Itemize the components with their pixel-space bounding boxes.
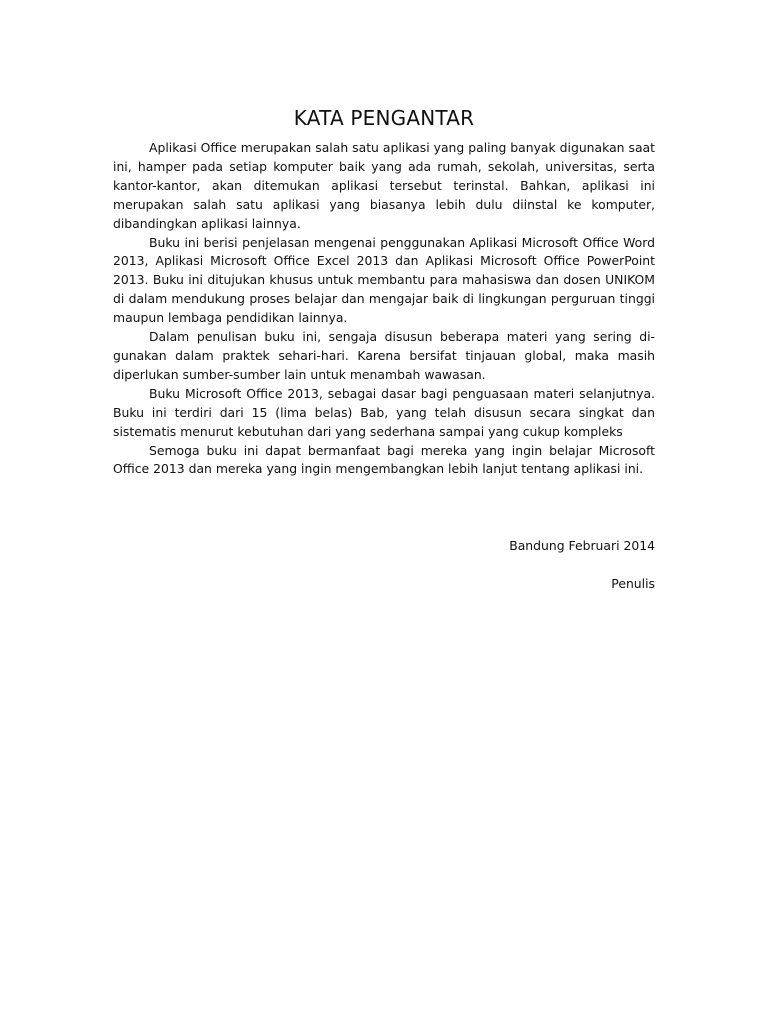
- paragraph-2: Buku ini berisi penjelasan mengenai penggunakan Aplikasi Microsoft Office Word 2013, Aplikasi Microsoft Office Excel 2013 dan Aplikasi Microsoft Office PowerPoint 2013. Buku ini ditujukan khusus untuk membantu para mahasiswa dan dosen UNIKOM di dalam mendukung proses belajar dan mengajar baik di lingkungan perguruan tinggi maupun lembaga pendidikan lainnya.: [113, 234, 655, 326]
- author-signature: Penulis: [611, 576, 655, 591]
- paragraph-3: Dalam penulisan buku ini, sengaja disusun beberapa materi yang sering di-gunakan dalam praktek sehari-hari. Karena bersifat tinjauan global, maka masih diperlukan sumber-sumber lain untuk menambah wawasan.: [113, 329, 655, 382]
- place-date: Bandung Februari 2014: [509, 538, 655, 553]
- paragraph-1: Aplikasi Office merupakan salah satu aplikasi yang paling banyak digunakan saat ini, hamper pada setiap komputer baik yang ada rumah, sekolah, universitas, serta kantor-kantor, akan ditemukan aplikasi tersebut terinstal. Bahkan, aplikasi ini merupakan salah satu aplikasi yang biasanya lebih dulu diinstal ke komputer, dibandingkan aplikasi lainnya.: [113, 140, 655, 231]
- paragraph-5: Semoga buku ini dapat bermanfaat bagi mereka yang ingin belajar Microsoft Office 2013 dan mereka yang ingin mengembangkan lebih lanjut tentang aplikasi ini.: [113, 442, 655, 477]
- page-title: KATA PENGANTAR: [293, 106, 475, 130]
- paragraph-4: Buku Microsoft Office 2013, sebagai dasar bagi penguasaan materi selanjutnya. Buku ini terdiri dari 15 (lima belas) Bab, yang telah disusun secara singkat dan sistematis menurut kebutuhan dari yang sederhana sampai yang cukup kompleks: [113, 385, 655, 439]
- preface-body: [113, 139, 655, 479]
